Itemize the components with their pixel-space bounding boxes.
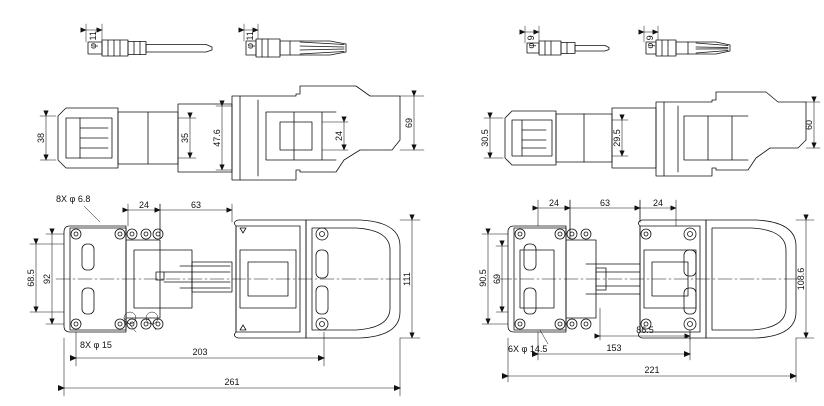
label-left-slot-note: 8X φ 15 [80, 340, 112, 350]
label-right-plan-865: 86.5 [636, 325, 654, 335]
label-right-pin-diameter: φ 9 [526, 35, 536, 49]
label-left-plan-63: 63 [190, 200, 202, 210]
label-right-60: 60 [804, 119, 814, 131]
label-right-socket-diameter: φ 9 [645, 35, 655, 49]
right-pin-contact-view [527, 41, 609, 55]
label-right-plan-69: 69 [492, 273, 502, 285]
label-left-69: 69 [404, 117, 414, 129]
label-right-plan-905: 90.5 [478, 269, 488, 287]
label-right-plan-24a: 24 [548, 198, 560, 208]
dim-right-plan [482, 200, 814, 382]
label-right-305: 30.5 [480, 129, 490, 147]
label-left-plan-92: 92 [42, 273, 52, 285]
label-left-476: 47.6 [212, 129, 222, 147]
dimension-labels [26, 31, 814, 387]
label-right-295: 29.5 [612, 129, 622, 147]
label-right-plan-63: 63 [599, 198, 611, 208]
label-right-plan-24b: 24 [652, 198, 664, 208]
label-left-plan-685: 68.5 [26, 269, 36, 287]
label-left-plan-24: 24 [138, 200, 150, 210]
label-left-socket-diameter: φ 11 [245, 31, 255, 49]
label-right-hole-note: 6X φ 14.5 [508, 344, 548, 354]
left-elevation-view [58, 86, 400, 180]
right-socket-contact-view [646, 40, 730, 56]
label-left-plan-111: 111 [402, 272, 412, 286]
label-left-plan-203: 203 [192, 347, 208, 357]
right-elevation-view [505, 92, 806, 176]
dim-left-plan [30, 204, 420, 396]
left-pin-contact-view [88, 40, 212, 56]
label-right-plan-1086: 108.6 [796, 267, 806, 291]
label-left-plan-261: 261 [224, 377, 240, 387]
label-left-24: 24 [334, 130, 344, 142]
label-right-plan-221: 221 [644, 365, 660, 375]
label-right-plan-153: 153 [606, 343, 622, 353]
label-left-hole-note: 8X φ 6.8 [56, 194, 91, 204]
left-plan-view [56, 206, 404, 338]
left-socket-contact-view [246, 39, 346, 57]
label-left-35: 35 [180, 132, 190, 144]
label-left-pin-diameter: φ 11 [88, 31, 98, 49]
label-left-38: 38 [36, 132, 46, 144]
